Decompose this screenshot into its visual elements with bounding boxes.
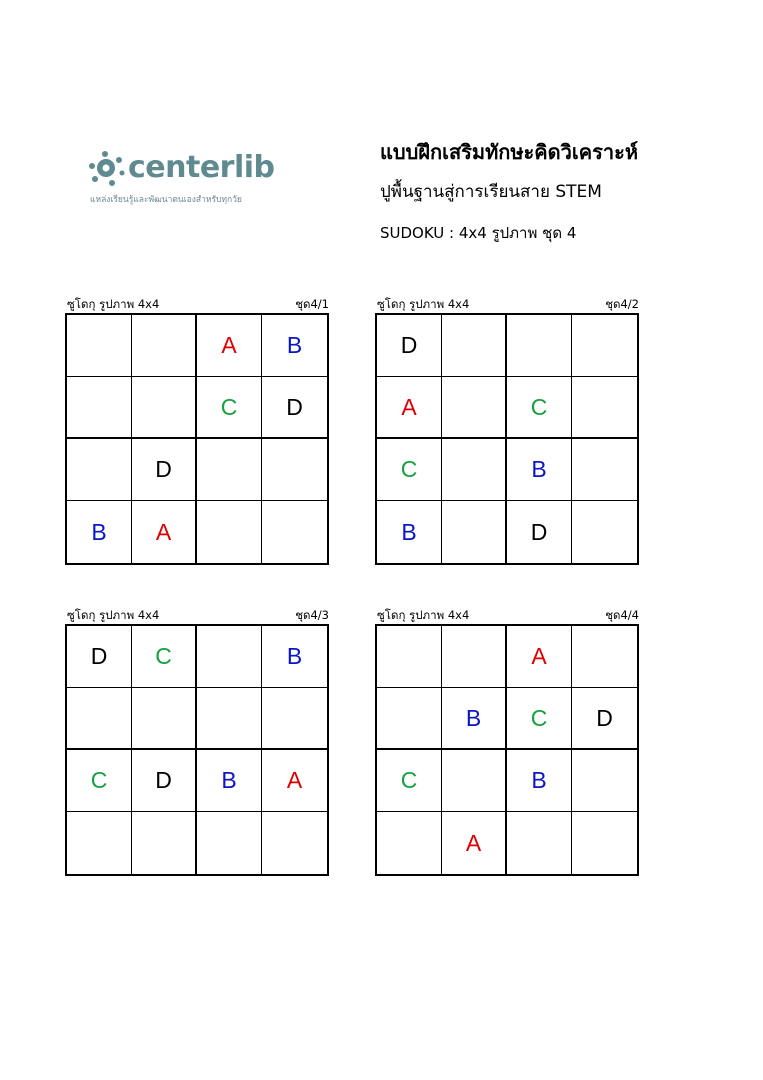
sudoku-cell[interactable] <box>442 626 507 688</box>
sudoku-cell[interactable] <box>197 626 262 688</box>
sudoku-cell[interactable]: A <box>377 377 442 439</box>
sudoku-puzzle-3 <box>65 607 329 876</box>
sudoku-cell[interactable]: D <box>262 377 327 439</box>
sudoku-cell[interactable]: C <box>507 377 572 439</box>
centerlib-logo <box>88 148 288 208</box>
sudoku-cell[interactable]: C <box>507 688 572 750</box>
sudoku-cell[interactable] <box>67 377 132 439</box>
sudoku-cell[interactable] <box>67 688 132 750</box>
puzzle-set-number: ชุด4/4 <box>605 608 639 622</box>
sudoku-cell[interactable]: D <box>132 439 197 501</box>
sudoku-cell[interactable]: B <box>442 688 507 750</box>
sudoku-cell[interactable] <box>67 439 132 501</box>
logo-wordmark: centerlib <box>128 150 275 185</box>
sudoku-cell[interactable] <box>572 315 637 377</box>
sudoku-puzzle-1 <box>65 296 329 565</box>
sudoku-cell[interactable] <box>377 626 442 688</box>
sudoku-cell[interactable] <box>132 377 197 439</box>
sudoku-cell[interactable]: B <box>262 626 327 688</box>
sudoku-cell[interactable] <box>262 688 327 750</box>
sudoku-cell[interactable] <box>197 501 262 563</box>
puzzle-title: ซูโดกุ รูปภาพ 4x4 <box>377 608 470 622</box>
sudoku-cell[interactable] <box>507 315 572 377</box>
puzzle-set-number: ชุด4/3 <box>295 608 329 622</box>
sudoku-cell[interactable] <box>442 750 507 812</box>
sudoku-cell[interactable]: A <box>442 812 507 874</box>
sudoku-cell[interactable] <box>197 439 262 501</box>
puzzle-title: ซูโดกุ รูปภาพ 4x4 <box>377 297 470 311</box>
sudoku-cell[interactable]: B <box>197 750 262 812</box>
sudoku-cell[interactable] <box>262 501 327 563</box>
sudoku-grid <box>65 313 329 565</box>
sudoku-cell[interactable]: D <box>507 501 572 563</box>
sudoku-cell[interactable] <box>377 688 442 750</box>
logo-tagline: แหล่งเรียนรู้และพัฒนาตนเองสำหรับทุกวัย <box>90 195 242 205</box>
sudoku-cell[interactable] <box>67 315 132 377</box>
sudoku-cell[interactable]: A <box>197 315 262 377</box>
sudoku-grid <box>65 624 329 876</box>
puzzle-set-number: ชุด4/2 <box>605 297 639 311</box>
sudoku-cell[interactable] <box>442 377 507 439</box>
sudoku-cell[interactable] <box>197 688 262 750</box>
sudoku-cell[interactable] <box>572 501 637 563</box>
worksheet-title: แบบฝึกเสริมทักษะคิดวิเคราะห์ <box>380 140 639 164</box>
sudoku-cell[interactable]: C <box>377 750 442 812</box>
sudoku-cell[interactable] <box>377 812 442 874</box>
sudoku-cell[interactable] <box>442 315 507 377</box>
puzzle-set-number: ชุด4/1 <box>295 297 329 311</box>
sudoku-cell[interactable] <box>572 626 637 688</box>
sudoku-cell[interactable]: C <box>197 377 262 439</box>
sudoku-cell[interactable]: D <box>132 750 197 812</box>
puzzle-header <box>375 607 639 623</box>
sudoku-cell[interactable] <box>507 812 572 874</box>
worksheet-set-label: SUDOKU : 4x4 รูปภาพ ชุด 4 <box>380 224 577 242</box>
sudoku-cell[interactable]: B <box>67 501 132 563</box>
sudoku-puzzle-4 <box>375 607 639 876</box>
sudoku-cell[interactable]: D <box>67 626 132 688</box>
sudoku-cell[interactable] <box>262 812 327 874</box>
sudoku-cell[interactable]: D <box>572 688 637 750</box>
sudoku-grid <box>375 624 639 876</box>
sudoku-cell[interactable] <box>572 377 637 439</box>
sudoku-cell[interactable]: A <box>507 626 572 688</box>
sudoku-cell[interactable] <box>442 501 507 563</box>
sudoku-cell[interactable]: B <box>507 750 572 812</box>
network-logo-icon <box>88 148 130 190</box>
sudoku-cell[interactable]: C <box>377 439 442 501</box>
puzzle-header <box>65 607 329 623</box>
sudoku-cell[interactable]: A <box>262 750 327 812</box>
sudoku-cell[interactable]: B <box>262 315 327 377</box>
sudoku-cell[interactable]: C <box>67 750 132 812</box>
puzzle-header <box>375 296 639 312</box>
sudoku-cell[interactable] <box>572 439 637 501</box>
sudoku-cell[interactable] <box>132 688 197 750</box>
sudoku-cell[interactable] <box>262 439 327 501</box>
sudoku-cell[interactable]: C <box>132 626 197 688</box>
sudoku-cell[interactable] <box>197 812 262 874</box>
puzzle-title: ซูโดกุ รูปภาพ 4x4 <box>67 608 160 622</box>
puzzle-title: ซูโดกุ รูปภาพ 4x4 <box>67 297 160 311</box>
sudoku-cell[interactable] <box>572 750 637 812</box>
sudoku-cell[interactable]: B <box>507 439 572 501</box>
sudoku-puzzle-2 <box>375 296 639 565</box>
sudoku-cell[interactable] <box>132 315 197 377</box>
sudoku-cell[interactable] <box>572 812 637 874</box>
sudoku-cell[interactable] <box>442 439 507 501</box>
worksheet-subtitle: ปูพื้นฐานสู่การเรียนสาย STEM <box>380 182 602 202</box>
sudoku-cell[interactable]: D <box>377 315 442 377</box>
sudoku-cell[interactable] <box>132 812 197 874</box>
puzzle-header <box>65 296 329 312</box>
sudoku-cell[interactable]: B <box>377 501 442 563</box>
sudoku-cell[interactable] <box>67 812 132 874</box>
sudoku-grid <box>375 313 639 565</box>
sudoku-cell[interactable]: A <box>132 501 197 563</box>
